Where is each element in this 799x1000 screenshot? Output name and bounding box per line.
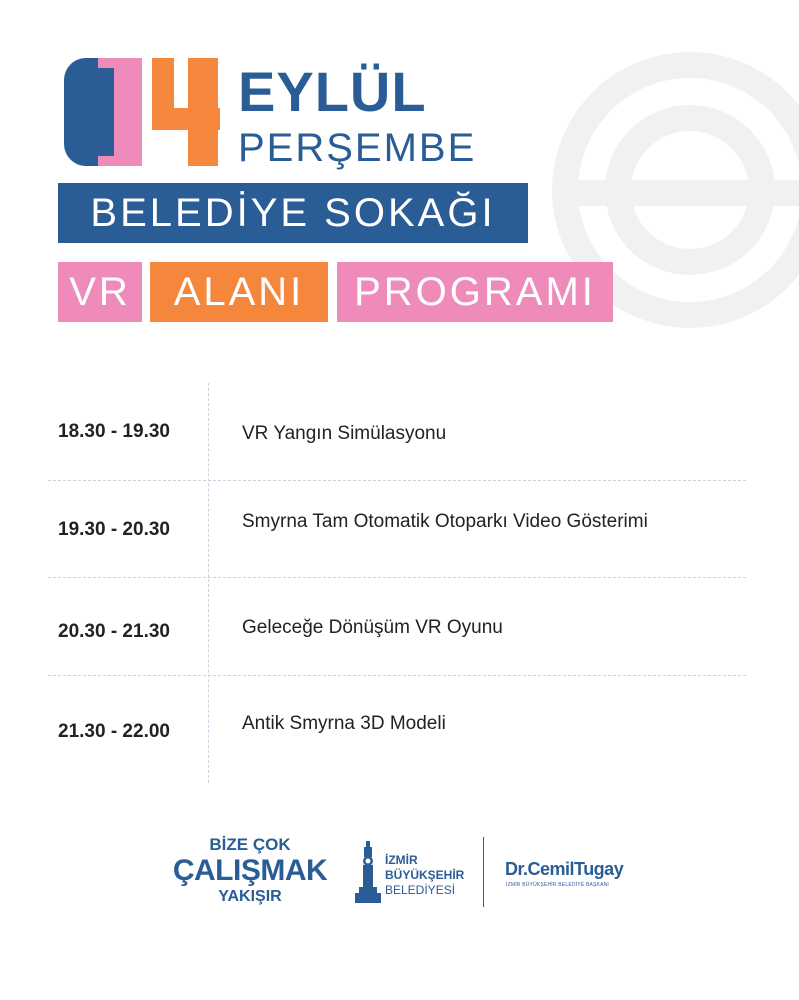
slogan-line: YAKIŞIR (218, 888, 282, 905)
institution-logo-text (385, 853, 464, 898)
mayor-title: İZMİR BÜYÜKŞEHİR BELEDİYE BAŞKANI (506, 882, 610, 888)
schedule-row (40, 481, 750, 579)
schedule-row (40, 677, 750, 775)
schedule-title: Geleceğe Dönüşüm VR Oyunu (242, 617, 503, 638)
title-word-programi: PROGRAMI (337, 262, 613, 322)
month-label: EYLÜL (238, 60, 427, 123)
slogan-line: BİZE ÇOK (209, 835, 291, 854)
day-number-graphic (64, 58, 220, 166)
schedule-time: 21.30 - 22.00 (58, 721, 170, 742)
day-number: 04 (64, 58, 66, 59)
institution-line: BELEDİYESİ (385, 883, 456, 897)
row-divider (48, 577, 746, 578)
schedule-time: 20.30 - 21.30 (58, 621, 170, 642)
schedule-title: Antik Smyrna 3D Modeli (242, 713, 446, 734)
schedule-row (40, 579, 750, 677)
row-divider (48, 675, 746, 676)
title-word-vr: VR (58, 262, 142, 322)
title-word-alani: ALANI (150, 262, 328, 322)
institution-line: BÜYÜKŞEHİR (385, 868, 465, 882)
weekday-label: PERŞEMBE (238, 126, 477, 170)
schedule-title: Smyrna Tam Otomatik Otoparkı Video Gösterimi (242, 511, 648, 532)
logo-divider (483, 837, 484, 907)
schedule-table (40, 383, 750, 783)
location-banner: BELEDİYE SOKAĞI (58, 183, 528, 243)
schedule-time: 18.30 - 19.30 (58, 421, 170, 442)
mayor-signature: Dr.CemilTugay (505, 859, 624, 879)
clock-tower-icon (355, 841, 381, 903)
schedule-title: VR Yangın Simülasyonu (242, 423, 447, 444)
schedule-row (40, 383, 750, 481)
slogan-line: ÇALIŞMAK (172, 854, 328, 887)
slogan-logo (165, 835, 335, 915)
footer-logos (165, 835, 645, 915)
institution-line: İZMİR (385, 853, 418, 867)
schedule-time: 19.30 - 20.30 (58, 519, 170, 540)
